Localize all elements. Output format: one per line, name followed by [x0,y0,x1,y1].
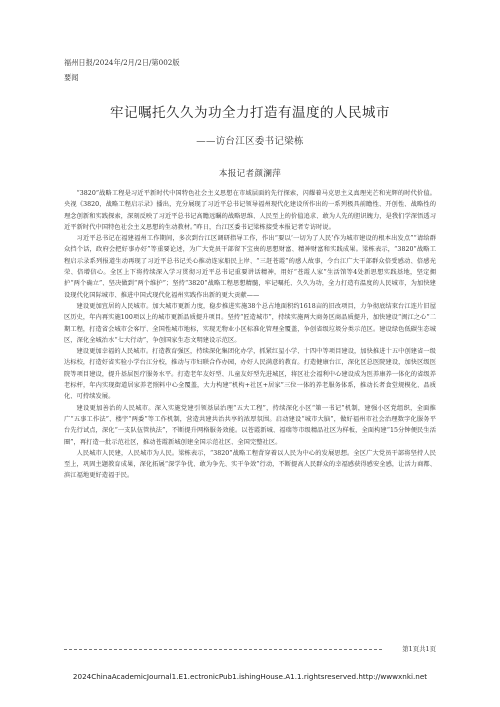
paragraph: 建设更加善治的人民城市。深入实施党建引领基层治理“五大工程”，持续深化小区“第一书记”机制，建强小区党组织，全面推广“五事工作法”、楼宇“两委”等工作机制，营造共建共治共享的浓厚氛围。启动建设“城市大脑”，做好福州市社会治理数字化服务平台先行试点，深化“一支队伍管执法”，不断提升网格服务效能。以苍霞新城、福瑞等市级精品社区为样板，全面构建“15分钟便民生活圈”，再打造一批示范社区，推动苍霞新城创建全国示范社区、全国完整社区。 [64,404,436,446]
article-body [64,188,436,482]
copyright-footer: 2024ChinaAcademicJournal1.E1.ectronicPub1.ishingHouse.A1.1.rightsreserved.http://wwwxnki.net [72,672,428,681]
article-title: 牢记嘱托久久为功全力打造有温度的人民城市 [110,105,390,121]
paragraph: 习近平总书记在福建福州工作期间，多次到台江区调研指导工作，作出“要以‘一切为了人民’作为城市建设的根本出发点”“请给群众挡个话，政府会把好事办好”等重要论述，为广大党员干部留下宝贵的思想财富、精神财富和实践成果。梁栋表示，“3820”战略工程启示录系列报道生动再现了习近平总书记关心推动连家船民上岸、“三赶苍霞”的感人故事，令台江广大干部群众倍受感动、倍感光荣、倍增信心。全区上下将持续深入学习贯彻习近平总书记重要讲话精神，用好“苍霞人家”生活馆等4处新思想实践基地，坚定拥护“两个确立”、坚决做到“两个维护”；坚持“3820”战略工程思想精髓，牢记嘱托、久久为功，全力打造有温度的人民城市，为加快建设现代化国际城市、推进中国式现代化福州实践作出新的更大贡献—— [64,235,436,299]
paragraph: “3820”战略工程是习近平新时代中国特色社会主义思想在市域层面的先行探索，闪耀着马克思主义真理光芒和光辉的时代价值。央视《3820，战略工程启示录》播出，充分展现了习近平总书记领导福州现代化建设所作出的一系列极具前瞻性、开创性、战略性的理念创新和实践探索，深刻反映了习近平总书记高瞻远瞩的战略思维、人民至上的价值追求、敢为人先的胆识魄力，是我们学深悟透习近平新时代中国特色社会主义思想的生动教材。”昨日，台江区委书记梁栋接受本报记者专访时说。 [64,190,436,231]
divider-line [64,649,382,650]
paragraph: 建设更加宜居的人民城市。加大城市更新力度，稳步推进实施38个总占地面积约1618亩的旧改项目，力争彻底结束台江连片旧屋区历史，年内再实施100项以上的城市更新品质提升项目。坚持“匠造城市”，持续实施两大商务区商品质提升，加快建设“闽江之心”二期工程，打造省会城市会客厅、全国性城市地标，实现无物业小区标准化管理全覆盖，争创省级垃圾分类示范区。建设绿色低碳生态城区，深化全城治水“七大行动”，争创国家生态文明建设示范区。 [64,302,436,344]
page-number: 第1页共1页 [402,645,436,653]
source-line: 福州日报/2024年/2月/2日/第002版 [64,58,180,67]
paragraph: 建设更加幸福的人民城市。打造教育强区，持续深化集团化办学，抓紧红星小学、十四中等项目建设，加快推进十五中创建省一级达标校，打造好省实验小学台江分校，推动与市妇联合作办园，办好人民满意的教育。打造健康台江，深化区总医院建设，加快区级医院等项目建设，提升基层医疗服务水平。打造老年友好型、儿童友好型先进城区，将区社会福利中心建设成为医养康养一体化的省级养老标杆，年内实现街道居家养老照料中心全覆盖，大力构建“机构+社区+居家”三位一体的养老服务体系，推动长者食堂规模化、品质化、可持续发展。 [64,348,436,401]
paragraph: 人民城市人民建，人民城市为人民。梁栋表示，“3820”战略工程背穿着以人民为中心的发展思想。全区广大党员干部将坚持人民至上，巩固主题教育成果，深化拓展“深学争优、敢为争先、实干争效”行动，不断提高人民群众的幸福感获得感安全感，让活力商都、滨江福地更好造福于民。 [64,449,436,480]
article-subtitle: ——访台江区委书记梁栋 [196,136,304,147]
section-label: 要闻 [64,73,79,82]
article-byline: 本报记者颜澜萍 [218,169,282,179]
